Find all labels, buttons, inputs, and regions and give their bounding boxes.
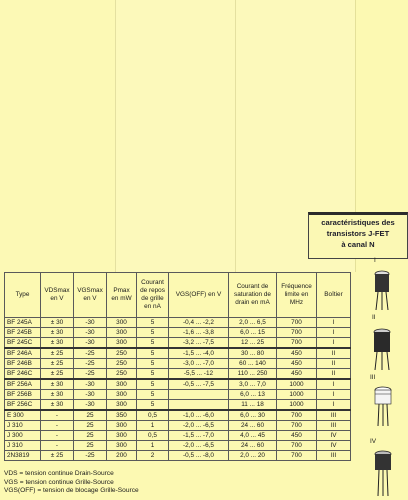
table-cell xyxy=(169,390,229,400)
package-i-icon xyxy=(362,262,402,312)
table-cell: J 300 xyxy=(5,431,41,441)
table-cell: II xyxy=(317,369,351,380)
paper-seam xyxy=(235,0,236,272)
table-row xyxy=(5,400,351,411)
table-cell: III xyxy=(317,421,351,431)
table-row xyxy=(5,431,351,441)
table-header-row xyxy=(5,273,351,318)
table-cell: 300 xyxy=(107,400,137,411)
table-row xyxy=(5,421,351,431)
table-cell: 5 xyxy=(137,400,169,411)
table-cell: 25 xyxy=(74,421,107,431)
table-cell: 700 xyxy=(277,451,317,461)
table-cell: J 310 xyxy=(5,441,41,451)
table-cell: 24 ... 60 xyxy=(229,441,277,451)
table-cell: -0,5 ... -8,0 xyxy=(169,451,229,461)
jfet-table xyxy=(4,272,350,461)
table-cell: 200 xyxy=(107,451,137,461)
table-cell: -25 xyxy=(74,348,107,359)
table-cell: 2,0 ... 6,5 xyxy=(229,318,277,328)
table-cell: 700 xyxy=(277,328,317,338)
col-header-vgsoff: VGS(OFF) en V xyxy=(169,273,229,318)
table-cell: ± 30 xyxy=(41,400,74,411)
table-cell: 3,0 ... 7,0 xyxy=(229,379,277,390)
table-cell xyxy=(169,400,229,411)
table-cell: 5 xyxy=(137,390,169,400)
title-line-1: caractéristiques des xyxy=(321,218,395,227)
table-cell: IV xyxy=(317,441,351,451)
table-cell: -1,0 ... -6,0 xyxy=(169,410,229,421)
table-cell: -1,5 ... -4,0 xyxy=(169,348,229,359)
table-cell: 6,0 ... 15 xyxy=(229,328,277,338)
col-header-type: Type xyxy=(5,273,41,318)
table-cell: 1000 xyxy=(277,390,317,400)
table-cell: ± 25 xyxy=(41,369,74,380)
table-cell: III xyxy=(317,451,351,461)
table-cell: -30 xyxy=(74,318,107,328)
table-cell: 2N3819 xyxy=(5,451,41,461)
table-cell: 1000 xyxy=(277,400,317,411)
table-cell: 0,5 xyxy=(137,431,169,441)
table-cell: 5 xyxy=(137,318,169,328)
table-cell: BF 256C xyxy=(5,400,41,411)
table-cell: 700 xyxy=(277,338,317,349)
table-cell: -30 xyxy=(74,328,107,338)
table-cell: 30 ... 80 xyxy=(229,348,277,359)
col-header-frequency: Fréquence limite en MHz xyxy=(277,273,317,318)
table-cell: I xyxy=(317,328,351,338)
table-cell: 5 xyxy=(137,328,169,338)
table-cell: 300 xyxy=(107,318,137,328)
table-cell: 1 xyxy=(137,441,169,451)
package-label: I xyxy=(374,257,376,264)
table-cell: -30 xyxy=(74,338,107,349)
table-row xyxy=(5,369,351,380)
table-cell: I xyxy=(317,379,351,390)
table-cell: -1,6 ... -3,8 xyxy=(169,328,229,338)
table-cell: 6,0 ... 13 xyxy=(229,390,277,400)
table-cell: 700 xyxy=(277,441,317,451)
table-cell: 450 xyxy=(277,359,317,369)
table-cell: ± 30 xyxy=(41,390,74,400)
table-cell: - xyxy=(41,410,74,421)
table-cell: ± 30 xyxy=(41,379,74,390)
table-cell: 300 xyxy=(107,421,137,431)
table-row xyxy=(5,451,351,461)
paper-fold xyxy=(115,0,235,272)
table-cell: -3,2 ... -7,5 xyxy=(169,338,229,349)
table-cell: II xyxy=(317,348,351,359)
table-cell: 700 xyxy=(277,318,317,328)
table-cell: 1000 xyxy=(277,379,317,390)
table-cell: 450 xyxy=(277,431,317,441)
table-cell: BF 246C xyxy=(5,369,41,380)
package-ii-icon xyxy=(362,320,402,372)
legend-line: VGS(OFF) = tension de blocage Grille-Source xyxy=(4,487,139,494)
table-cell: 24 ... 60 xyxy=(229,421,277,431)
table-cell: 300 xyxy=(107,390,137,400)
table-cell: 450 xyxy=(277,348,317,359)
col-header-pmax: Pmax en mW xyxy=(107,273,137,318)
table-cell: -25 xyxy=(74,359,107,369)
table-row xyxy=(5,348,351,359)
table-cell: II xyxy=(317,359,351,369)
table-cell: BF 246A xyxy=(5,348,41,359)
table-cell: III xyxy=(317,410,351,421)
package-label: III xyxy=(370,374,376,381)
table-cell: -25 xyxy=(74,369,107,380)
table-cell: 2,0 ... 20 xyxy=(229,451,277,461)
table-cell: -0,4 ... -2,2 xyxy=(169,318,229,328)
table-cell: 250 xyxy=(107,369,137,380)
package-label: II xyxy=(372,314,376,321)
table-cell: ± 25 xyxy=(41,359,74,369)
table-cell: I xyxy=(317,400,351,411)
table-cell: 25 xyxy=(74,410,107,421)
col-header-gate-current: Courant de repos de grille en nA xyxy=(137,273,169,318)
table-cell: I xyxy=(317,338,351,349)
table-cell: 60 ... 140 xyxy=(229,359,277,369)
table-cell: 300 xyxy=(107,328,137,338)
table-cell: ± 25 xyxy=(41,451,74,461)
table-cell: 5 xyxy=(137,369,169,380)
table-cell: 4,0 ... 45 xyxy=(229,431,277,441)
legend-line: VDS = tension continue Drain-Source xyxy=(4,470,114,477)
table-cell: 350 xyxy=(107,410,137,421)
table-cell: 1 xyxy=(137,421,169,431)
package-label: IV xyxy=(370,438,377,445)
table-cell: -2,0 ... -6,5 xyxy=(169,441,229,451)
table-cell: ± 30 xyxy=(41,338,74,349)
table-cell: 12 ... 25 xyxy=(229,338,277,349)
table-cell: 5 xyxy=(137,359,169,369)
table-cell: 300 xyxy=(107,441,137,451)
legend xyxy=(4,470,304,496)
table-cell: 0,5 xyxy=(137,410,169,421)
table-cell: 300 xyxy=(107,379,137,390)
table-cell: BF 256A xyxy=(5,379,41,390)
paper-fold xyxy=(0,0,115,272)
table-cell: ± 30 xyxy=(41,328,74,338)
table-row xyxy=(5,328,351,338)
title-box xyxy=(308,212,408,259)
table-cell: 450 xyxy=(277,369,317,380)
title-line-2: transistors J-FET xyxy=(326,229,390,238)
table-cell: 700 xyxy=(277,410,317,421)
table-cell: -30 xyxy=(74,379,107,390)
table-cell: I xyxy=(317,318,351,328)
table-cell: - xyxy=(41,431,74,441)
table-cell: BF 245C xyxy=(5,338,41,349)
table-row xyxy=(5,379,351,390)
table-cell: 25 xyxy=(74,441,107,451)
table-cell: -25 xyxy=(74,451,107,461)
table-cell: -30 xyxy=(74,400,107,411)
table-cell: 5 xyxy=(137,338,169,349)
table-cell: 5 xyxy=(137,348,169,359)
table-cell: E 300 xyxy=(5,410,41,421)
table-row xyxy=(5,441,351,451)
table-cell: -2,0 ... -6,5 xyxy=(169,421,229,431)
table-cell: IV xyxy=(317,431,351,441)
table-cell: BF 245A xyxy=(5,318,41,328)
col-header-package: Boîtier xyxy=(317,273,351,318)
paper-seam xyxy=(115,0,116,272)
table-cell: BF 256B xyxy=(5,390,41,400)
table-cell: -30 xyxy=(74,390,107,400)
package-iv-icon xyxy=(364,444,402,498)
table-cell: BF 245B xyxy=(5,328,41,338)
table-cell: 300 xyxy=(107,338,137,349)
table-cell: BF 246B xyxy=(5,359,41,369)
table-cell: - xyxy=(41,421,74,431)
table-cell: 110 ... 250 xyxy=(229,369,277,380)
table-row xyxy=(5,410,351,421)
table-cell: 11 ... 18 xyxy=(229,400,277,411)
table-cell: ± 25 xyxy=(41,348,74,359)
table-row xyxy=(5,390,351,400)
table-cell: 700 xyxy=(277,421,317,431)
table-cell: I xyxy=(317,390,351,400)
table-cell: 6,0 ... 30 xyxy=(229,410,277,421)
package-iii-icon xyxy=(364,380,402,430)
table-cell: - xyxy=(41,441,74,451)
col-header-drain-current: Courant de saturation de drain en mA xyxy=(229,273,277,318)
table-cell: 5 xyxy=(137,379,169,390)
table-cell: -3,0 ... -7,0 xyxy=(169,359,229,369)
table-row xyxy=(5,318,351,328)
table-cell: ± 30 xyxy=(41,318,74,328)
table-cell: 250 xyxy=(107,359,137,369)
col-header-vgs: VGSmax en V xyxy=(74,273,107,318)
col-header-vds: VDSmax en V xyxy=(41,273,74,318)
table-cell: 300 xyxy=(107,431,137,441)
title-line-3: à canal N xyxy=(341,240,375,249)
table-row xyxy=(5,338,351,349)
table-cell: 250 xyxy=(107,348,137,359)
table-cell: 25 xyxy=(74,431,107,441)
table-cell: J 310 xyxy=(5,421,41,431)
table-cell: 2 xyxy=(137,451,169,461)
table-row xyxy=(5,359,351,369)
table-cell: -0,5 ... -7,5 xyxy=(169,379,229,390)
table-cell: -5,5 ... -12 xyxy=(169,369,229,380)
table-cell: -1,5 ... -7,0 xyxy=(169,431,229,441)
legend-line: VGS = tension continue Grille-Source xyxy=(4,478,114,486)
